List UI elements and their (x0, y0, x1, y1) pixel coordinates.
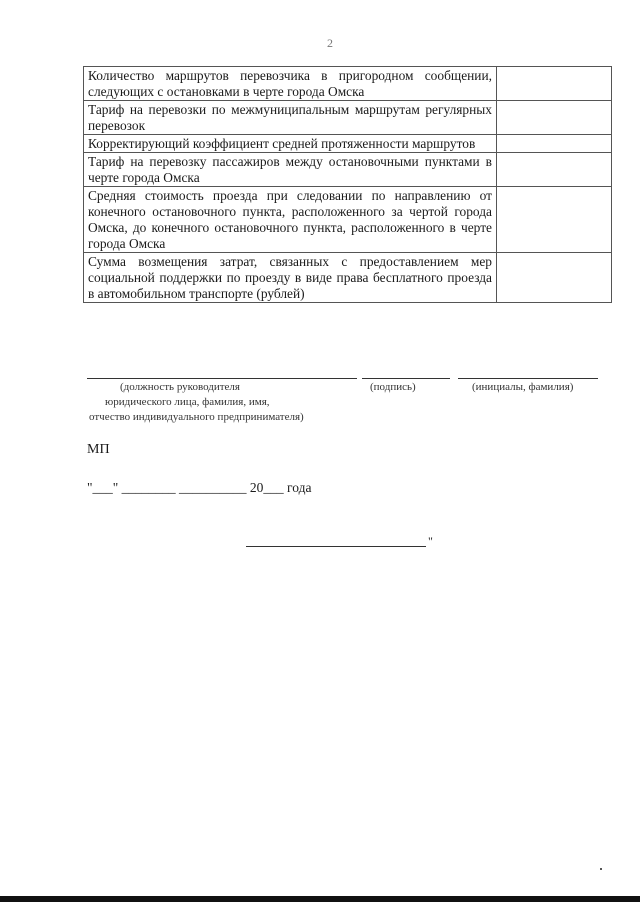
signature-caption: (подпись) (370, 381, 416, 393)
position-caption-line2: юридического лица, фамилия, имя, (105, 396, 270, 408)
scan-bottom-edge (0, 896, 640, 902)
table-body (84, 67, 612, 303)
row-value (497, 187, 612, 253)
initials-caption: (инициалы, фамилия) (472, 381, 574, 393)
table-row (84, 253, 612, 303)
stamp-label: МП (87, 442, 110, 457)
row-value (497, 67, 612, 101)
row-label: Корректирующий коэффициент средней протяженности маршрутов (84, 135, 497, 153)
row-value (497, 253, 612, 303)
row-value (497, 101, 612, 135)
cost-table (83, 66, 612, 303)
table-row (84, 135, 612, 153)
position-signature-line (87, 378, 357, 379)
row-label: Тариф на перевозки по межмуниципальным маршрутам регулярных перевозок (84, 101, 497, 135)
closing-quote: " (428, 534, 433, 548)
row-value (497, 153, 612, 187)
date-line: "___" ________ __________ 20___ года (87, 480, 312, 495)
position-caption-line3: отчество индивидуального предпринимателя) (89, 411, 304, 423)
row-value (497, 135, 612, 153)
table-row (84, 101, 612, 135)
table-row (84, 67, 612, 101)
row-label: Количество маршрутов перевозчика в пригородном сообщении, следующих с остановками в черте города Омска (84, 67, 497, 101)
page-number: 2 (327, 36, 333, 50)
signature-line (362, 378, 450, 379)
row-label: Средняя стоимость проезда при следовании по направлению от конечного остановочного пункта, расположенного за чертой города Омска, до конечного остановочного пункта, расположенного в черте города Омска (84, 187, 497, 253)
initials-line (458, 378, 598, 379)
position-caption-line1: (должность руководителя (120, 381, 240, 393)
row-label: Сумма возмещения затрат, связанных с предоставлением мер социальной поддержки по проезду в виде права бесплатного проезда в автомобильном транспорте (рублей) (84, 253, 497, 303)
closing-line (246, 546, 426, 547)
table-row (84, 153, 612, 187)
scan-artifact-dot (600, 868, 602, 870)
row-label: Тариф на перевозку пассажиров между остановочными пунктами в черте города Омска (84, 153, 497, 187)
table-row (84, 187, 612, 253)
